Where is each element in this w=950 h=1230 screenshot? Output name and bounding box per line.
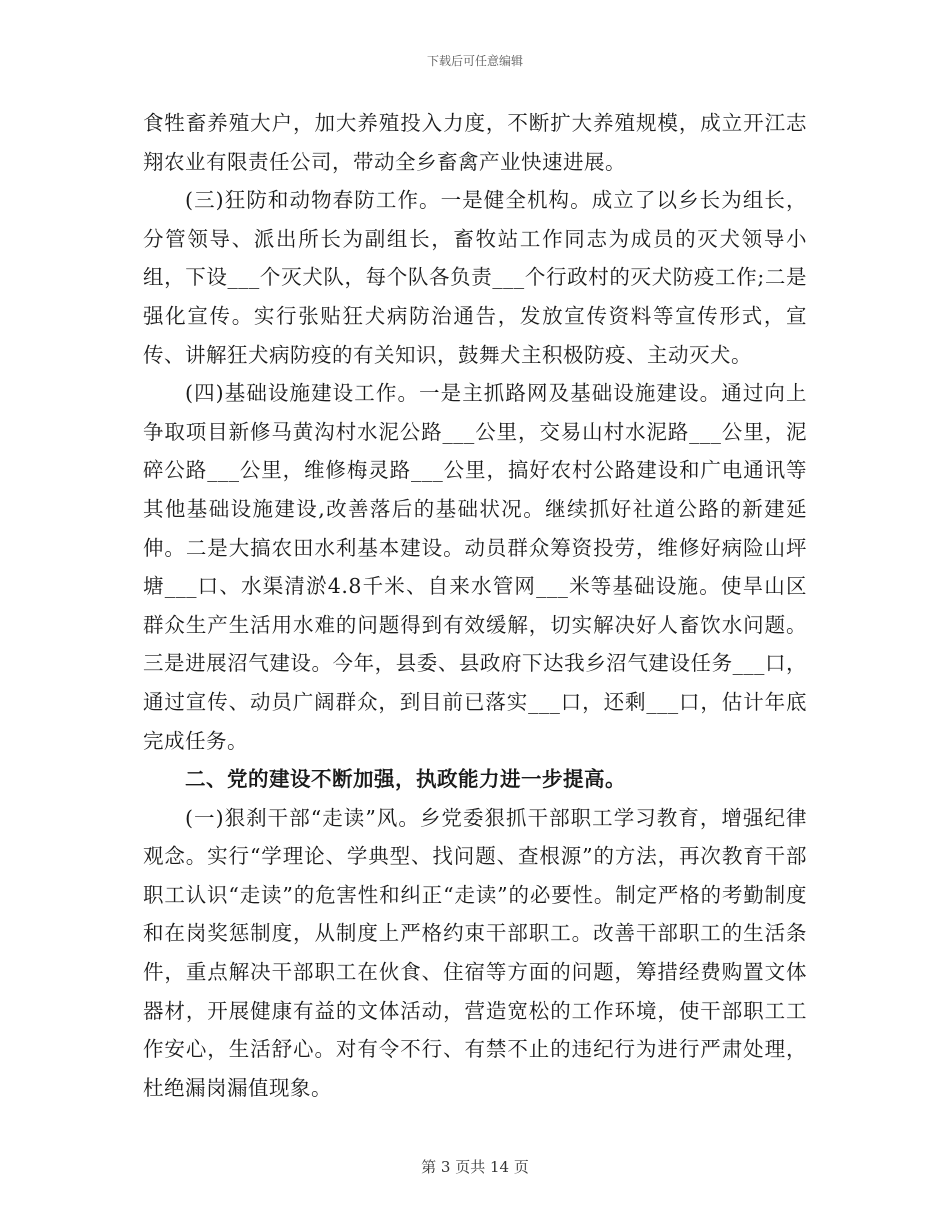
document-body bbox=[143, 104, 807, 1107]
paragraph-3: (四)基础设施建设工作。一是主抓路网及基础设施建设。通过向上争取项目新修马黄沟村水泥公路___公里，交易山村水泥路___公里，泥碎公路___公里，维修梅灵路___公里，搞好农村公路建设和广电通讯等其他基础设施建设,改善落后的基础状况。继续抓好社道公路的新建延伸。二是大搞农田水利基本建设。动员群众筹资投劳，维修好病险山坪塘___口、水渠清淤4.8千米、自来水管网___米等基础设施。使旱山区群众生产生活用水难的问题得到有效缓解，切实解决好人畜饮水问题。三是进展沼气建设。今年，县委、县政府下达我乡沼气建设任务___口，通过宣传、动员广阔群众，到目前已落实___口，还剩___口，估计年底完成任务。 bbox=[143, 381, 807, 753]
page-header: 下载后可任意编辑 bbox=[426, 54, 523, 68]
paragraph-1: 食牲畜养殖大户，加大养殖投入力度，不断扩大养殖规模，成立开江志翔农业有限责任公司，带动全乡畜禽产业快速进展。 bbox=[143, 111, 807, 174]
section-heading: 二、党的建设不断加强，执政能力进一步提高。 bbox=[185, 767, 626, 792]
page-footer: 第 3 页共 14 页 bbox=[421, 1158, 529, 1176]
paragraph-2: (三)狂防和动物春防工作。一是健全机构。成立了以乡长为组长，分管领导、派出所长为副组长，畜牧站工作同志为成员的灭犬领导小组，下设___个灭犬队，每个队各负责___个行政村的灭犬防疫工作;二是强化宣传。实行张贴狂犬病防治通告，发放宣传资料等宣传形式，宣传、讲解狂犬病防疫的有关知识，鼓舞犬主积极防疫、主动灭犬。 bbox=[143, 188, 807, 367]
paragraph-5: (一)狠刹干部“走读”风。乡党委狠抓干部职工学习教育，增强纪律观念。实行“学理论、学典型、找问题、查根源”的方法，再次教育干部职工认识“走读”的危害性和纠正“走读”的必要性。制定严格的考勤制度和在岗奖惩制度，从制度上严格约束干部职工。改善干部职工的生活条件，重点解决干部职工在伙食、住宿等方面的问题，筹措经费购置文体器材，开展健康有益的文体活动，营造宽松的工作环境，使干部职工工作安心，生活舒心。对有令不行、有禁不止的违纪行为进行严肃处理，杜绝漏岗漏值现象。 bbox=[143, 805, 807, 1100]
